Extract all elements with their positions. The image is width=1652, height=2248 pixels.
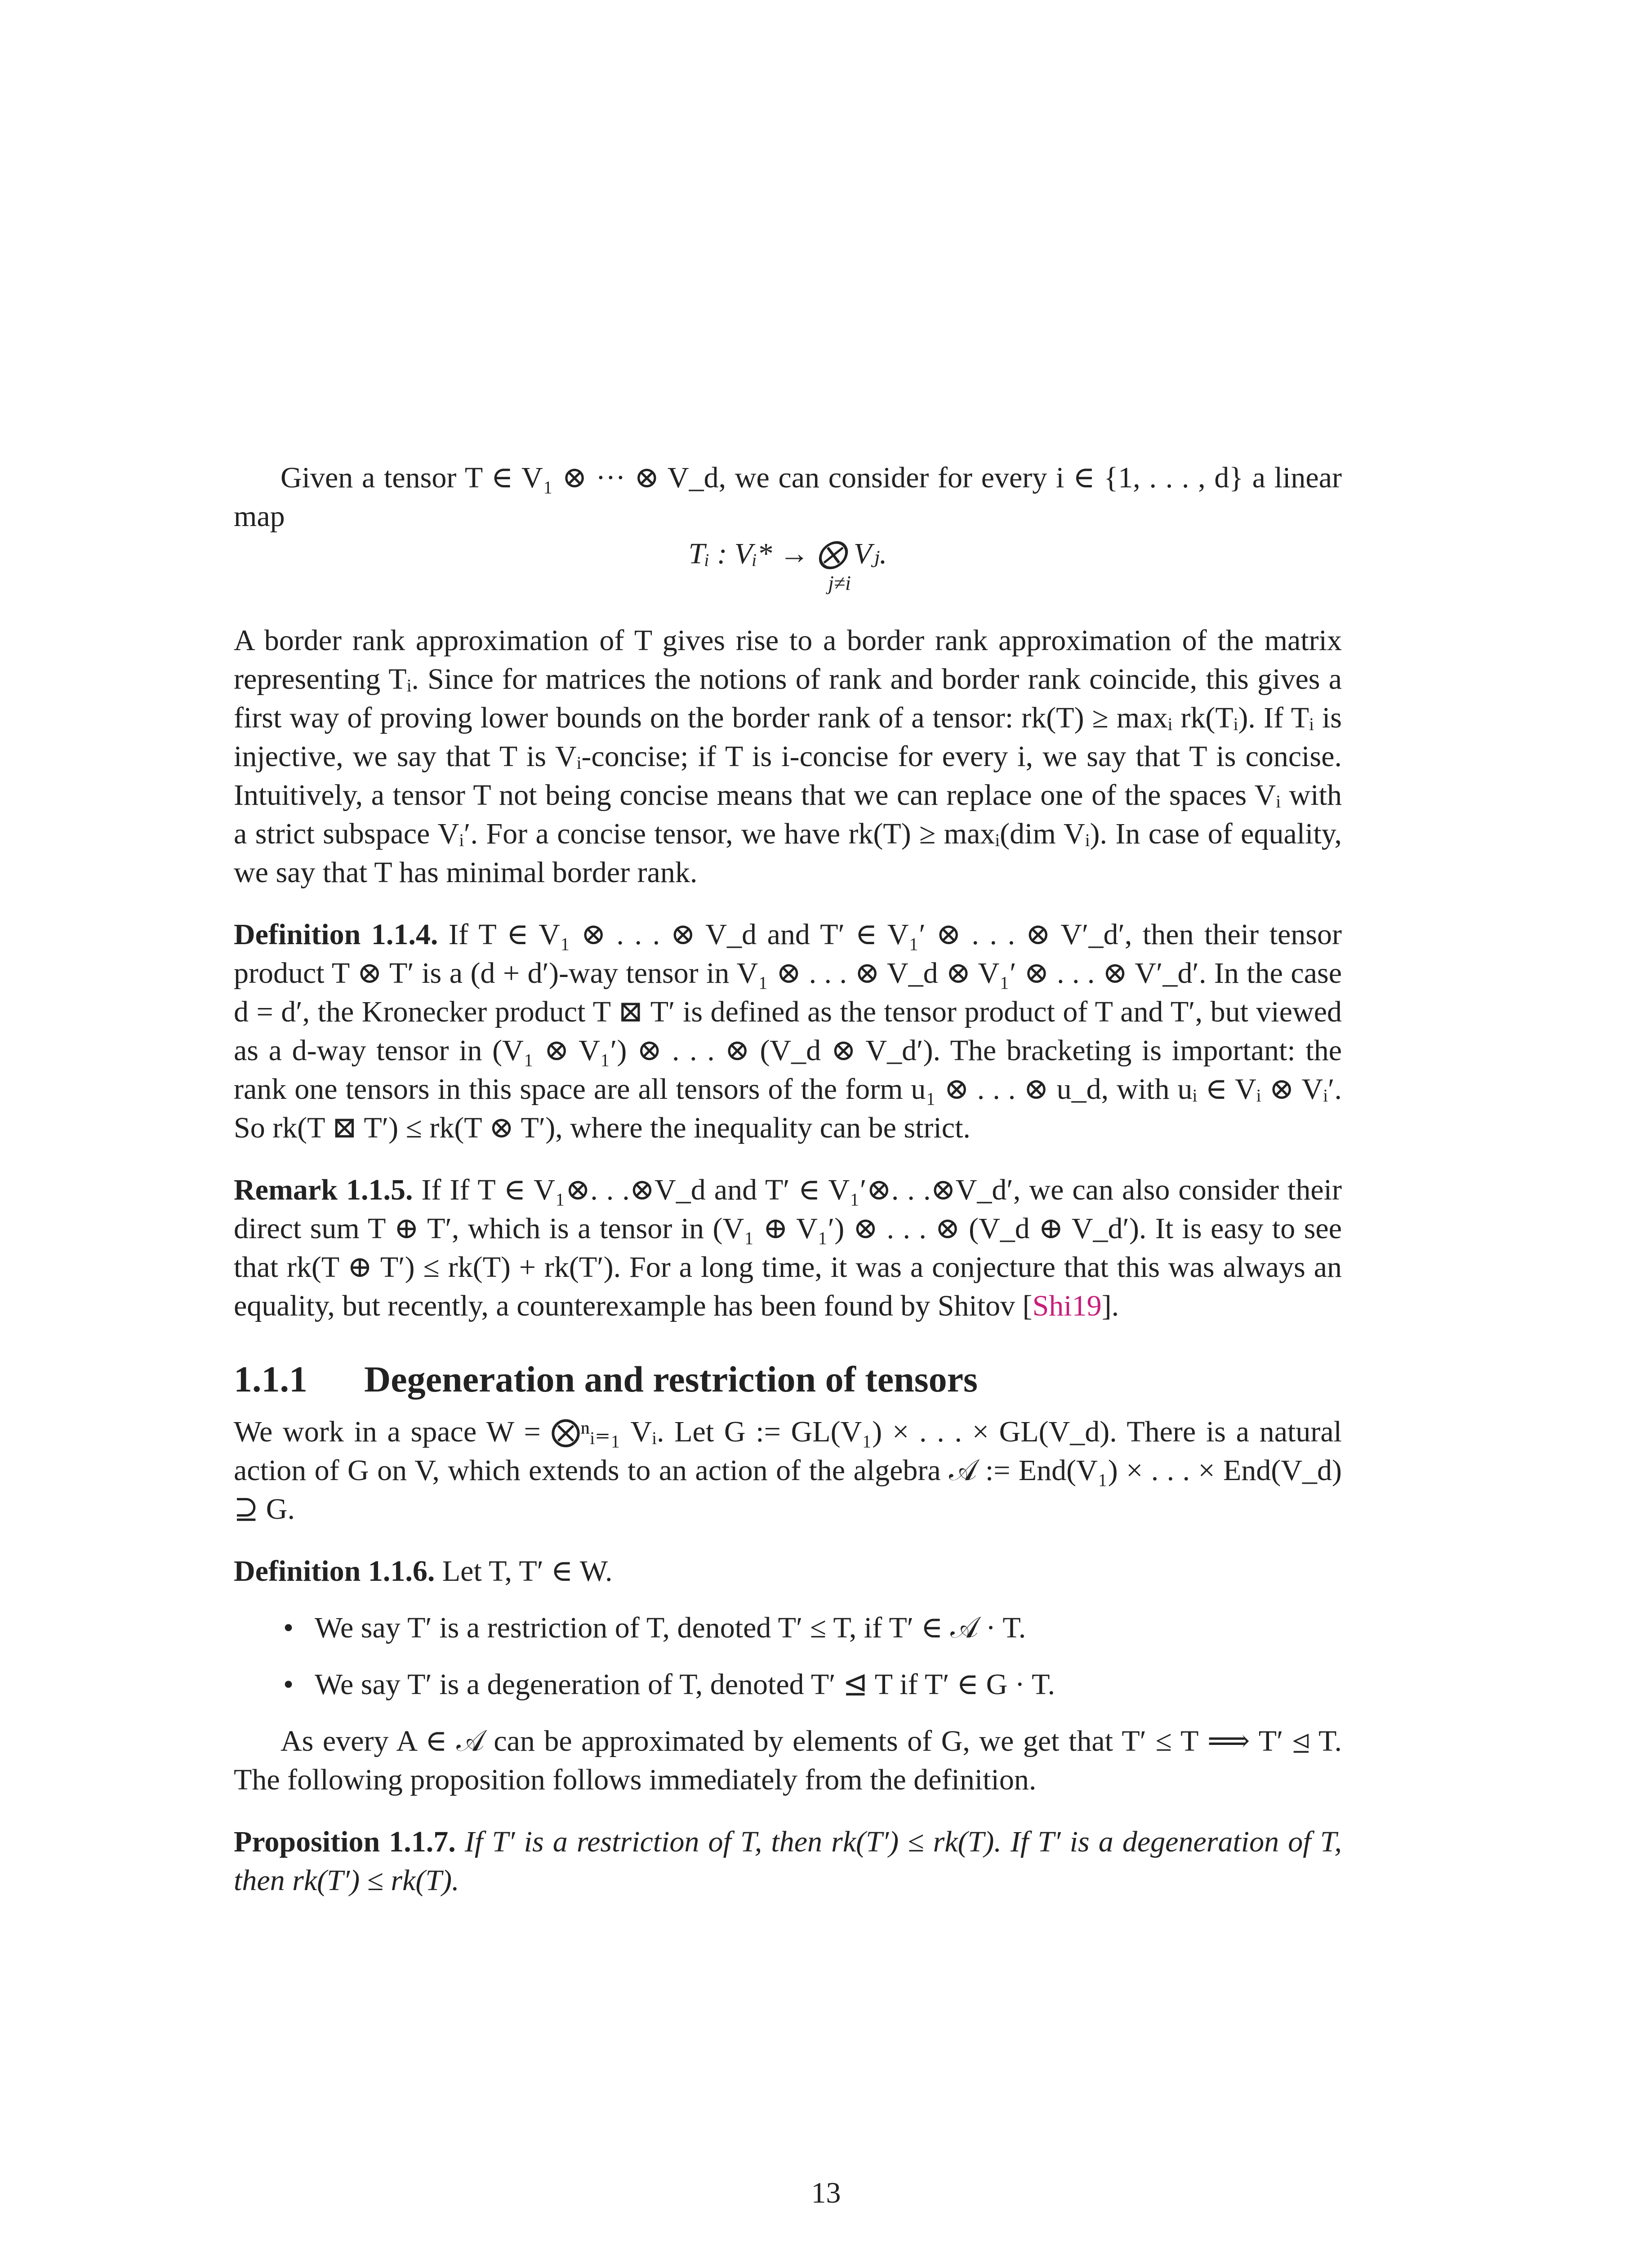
section-heading bbox=[234, 1357, 1342, 1402]
definition-1-1-6 bbox=[234, 1552, 1342, 1591]
definition-label: Definition 1.1.6. bbox=[234, 1555, 435, 1588]
remark-text-end: ]. bbox=[1101, 1289, 1119, 1322]
definition-text: If T ∈ V₁ ⊗ . . . ⊗ V_d and T′ ∈ V₁′ ⊗ . . . ⊗ V′_d′, then their tensor product T ⊗ T′ is a (d + d′)-way tensor in V₁ ⊗ . . . ⊗ V_d ⊗ V₁′ ⊗ . . . ⊗ V′_d′. In the case d = d′, the Kronecker product T ⊠ T′ is defined as the tensor product of T and T′, but viewed as a d-way tensor in (V₁ ⊗ V₁′) ⊗ . . . ⊗ (V_d ⊗ V_d′). The bracketing is important: the rank one tensors in this space are all tensors of the form u₁ ⊗ . . . ⊗ u_d, with uᵢ ∈ Vᵢ ⊗ Vᵢ′. So rk(T ⊠ T′) ≤ rk(T ⊗ T′), where the inequality can be strict. bbox=[234, 918, 1342, 1144]
proposition-text: If T′ is a restriction of T, then rk(T′) ≤ rk(T). If T′ is a degeneration of T, then rk(T′) ≤ rk(T). bbox=[234, 1825, 1342, 1897]
display-equation bbox=[234, 536, 1342, 621]
equation-subscript: j≠i bbox=[828, 571, 851, 594]
section-paragraph: We work in a space W = ⨂ⁿᵢ₌₁ Vᵢ. Let G := GL(V₁) × . . . × GL(V_d). There is a natural action of G on V, which extends to an action of the algebra 𝒜 := End(V₁) × . . . × End(V_d) ⊇ G. bbox=[234, 1415, 1342, 1525]
list-item-text: We say T′ is a degeneration of T, denoted T′ ⊴ T if T′ ∈ G · T. bbox=[315, 1668, 1055, 1701]
following-paragraph: As every A ∈ 𝒜 can be approximated by elements of G, we get that T′ ≤ T ⟹ T′ ⊴ T. The following proposition follows immediately from the definition. bbox=[234, 1725, 1342, 1796]
remark-1-1-5 bbox=[234, 1171, 1342, 1325]
page-number: 13 bbox=[811, 2177, 841, 2209]
page-body bbox=[234, 459, 1342, 1900]
remark-text: If If T ∈ V₁⊗. . .⊗V_d and T′ ∈ V₁′⊗. . .⊗V_d′, we can also consider their direct sum T ⊕ T′, which is a tensor in (V₁ ⊕ V₁′) ⊗ . . . ⊗ (V_d ⊕ V_d′). It is easy to see that rk(T ⊕ T′) ≤ rk(T) + rk(T′). For a long time, it was a conjecture that this was always an equality, but recently, a counterexample has been found by Shitov [ bbox=[234, 1173, 1342, 1322]
border-rank-paragraph: A border rank approximation of T gives rise to a border rank approximation of the matrix representing Tᵢ. Since for matrices the notions of rank and border rank coincide, this gives a first way of proving lower bounds on the border rank of a tensor: rk(T) ≥ maxᵢ rk(Tᵢ). If Tᵢ is injective, we say that T is Vᵢ-concise; if T is i-concise for every i, we say that T is concise. Intuitively, a tensor T not being concise means that we can replace one of the spaces Vᵢ with a strict subspace Vᵢ′. For a concise tensor, we have rk(T) ≥ maxᵢ(dim Vᵢ). In case of equality, we say that T has minimal border rank. bbox=[234, 624, 1342, 889]
proposition-label: Proposition 1.1.7. bbox=[234, 1825, 456, 1858]
citation-link[interactable]: Shi19 bbox=[1032, 1289, 1102, 1322]
section-number: 1.1.1 bbox=[234, 1359, 307, 1400]
definition-text: Let T, T′ ∈ W. bbox=[442, 1555, 613, 1588]
section-title: Degeneration and restriction of tensors bbox=[364, 1359, 978, 1400]
equation-map: Tᵢ : Vᵢ* → ⨂ Vⱼ. bbox=[688, 537, 887, 570]
definition-1-1-4 bbox=[234, 915, 1342, 1147]
list-item-text: We say T′ is a restriction of T, denoted T′ ≤ T, if T′ ∈ 𝒜 · T. bbox=[315, 1611, 1026, 1644]
bullet-icon: • bbox=[283, 1668, 294, 1701]
bullet-icon: • bbox=[283, 1611, 294, 1644]
list-item bbox=[234, 1665, 1342, 1704]
list-item bbox=[234, 1609, 1342, 1647]
proposition-1-1-7 bbox=[234, 1823, 1342, 1900]
intro-paragraph: Given a tensor T ∈ V₁ ⊗ ··· ⊗ V_d, we can consider for every i ∈ {1, . . . , d} a linear map bbox=[234, 461, 1342, 533]
definition-label: Definition 1.1.4. bbox=[234, 918, 438, 951]
definition-list bbox=[234, 1609, 1342, 1704]
remark-label: Remark 1.1.5. bbox=[234, 1173, 413, 1206]
